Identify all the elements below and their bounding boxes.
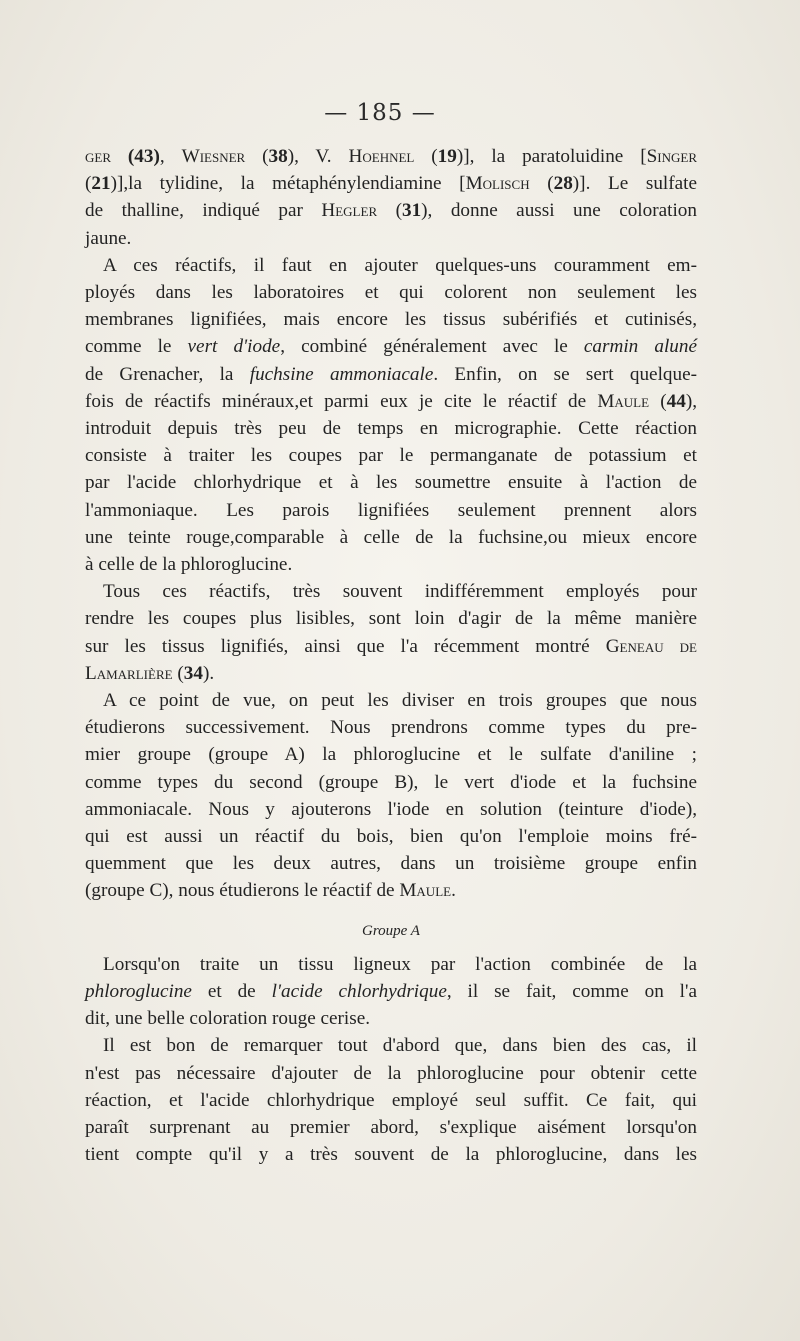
citation-number: (43) bbox=[127, 146, 160, 167]
text-line: une teinte rouge,comparable à celle de la fuchsine,ou mieux encore bbox=[85, 526, 697, 548]
text-line: membranes lignifiées, mais encore les tissus subérifiés et cutinisés, bbox=[85, 309, 697, 331]
text-fragment: sur les tissus lignifiés, ainsi que l'a récemment montré bbox=[85, 635, 606, 657]
author-name: ger bbox=[85, 146, 128, 167]
page-number: — 185 — bbox=[324, 100, 436, 126]
text-line: introduit depuis très peu de temps en micrographie. Cette réaction bbox=[85, 418, 697, 440]
author-name: Wiesner bbox=[181, 146, 246, 167]
reagent-name: phloroglucine bbox=[85, 980, 192, 1002]
text-fragment: de Grenacher, la bbox=[85, 363, 250, 385]
text-fragment: ), bbox=[685, 390, 698, 412]
citation-number: 44 bbox=[666, 390, 686, 412]
text-line: n'est pas nécessaire d'ajouter de la phloroglucine pour obtenir cette bbox=[85, 1062, 697, 1084]
paragraph-2 bbox=[85, 252, 697, 578]
text-fragment: ( bbox=[85, 173, 92, 195]
author-name: Lamarlière bbox=[85, 662, 173, 684]
citation-number: 31 bbox=[401, 200, 422, 222]
text-line: comme types du second (groupe B), le vert d'iode et la fuchsine bbox=[85, 771, 697, 793]
text-fragment: ), V. bbox=[287, 146, 349, 167]
text-line: Il est bon de remarquer tout d'abord que, dans bien des cas, il bbox=[103, 1035, 697, 1057]
text-line: quemment que les deux autres, dans un troisième groupe enfin bbox=[85, 853, 697, 875]
text-line bbox=[85, 633, 697, 660]
text-fragment: )]. Le sulfate bbox=[572, 173, 697, 195]
text-line: Tous ces réactifs, très souvent indifféremment employés pour bbox=[103, 581, 697, 603]
text-fragment: et de bbox=[191, 980, 272, 1002]
author-name: Hegler bbox=[321, 200, 378, 222]
paragraph-1 bbox=[85, 143, 697, 252]
text-fragment: . bbox=[451, 880, 456, 902]
paragraph-3 bbox=[85, 578, 697, 687]
text-fragment: ( bbox=[529, 173, 554, 195]
text-fragment: ( bbox=[172, 662, 184, 684]
text-line: paraît surprenant au premier abord, s'explique aisément lorsqu'on bbox=[85, 1116, 697, 1138]
text-fragment: )], la paratoluidine [ bbox=[456, 146, 647, 167]
author-name: Maule bbox=[399, 880, 452, 902]
text-line: rendre les coupes plus lisibles, sont loin d'agir de la même manière bbox=[85, 608, 697, 630]
text-line bbox=[85, 143, 697, 170]
citation-number: 19 bbox=[437, 146, 457, 167]
text-line bbox=[85, 660, 697, 687]
author-name: Geneau de bbox=[605, 635, 698, 657]
text-line: ammoniacale. Nous y ajouterons l'iode en solution (teinture d'iode), bbox=[85, 798, 697, 820]
text-fragment: ( bbox=[245, 146, 269, 167]
text-line: A ces réactifs, il faut en ajouter quelques-uns couramment em- bbox=[103, 254, 697, 276]
text-line bbox=[85, 361, 697, 388]
citation-number: 34 bbox=[183, 662, 203, 684]
text-line: à celle de la phloroglucine. bbox=[85, 554, 293, 576]
citation-number: 28 bbox=[553, 173, 573, 195]
text-line: A ce point de vue, on peut les diviser en trois groupes que nous bbox=[103, 690, 697, 712]
text-line bbox=[85, 170, 697, 197]
text-line: jaune. bbox=[85, 227, 132, 249]
text-line: tient compte qu'il y a très souvent de la phloroglucine, dans les bbox=[85, 1144, 697, 1166]
body-text bbox=[85, 143, 697, 1168]
reagent-name: carmin aluné bbox=[583, 336, 697, 358]
text-fragment: . Enfin, on se sert quelque- bbox=[433, 363, 697, 385]
text-line: par l'acide chlorhydrique et à les soumettre ensuite à l'action de bbox=[85, 472, 697, 494]
author-name: Molisch bbox=[465, 173, 530, 195]
text-fragment: , il se fait, comme on l'a bbox=[446, 980, 697, 1002]
text-fragment: , bbox=[159, 146, 182, 167]
text-fragment: ( bbox=[377, 200, 402, 222]
text-fragment: )],la tylidine, la métaphénylendiamine [ bbox=[110, 173, 466, 195]
paragraph-4 bbox=[85, 687, 697, 905]
reagent-name: vert d'iode bbox=[187, 336, 281, 358]
section-heading: Groupe A bbox=[362, 922, 420, 939]
text-fragment: ( bbox=[649, 390, 667, 412]
author-name: Maule bbox=[597, 390, 650, 412]
text-fragment: ), donne aussi une coloration bbox=[421, 200, 697, 222]
author-name: Hoehnel bbox=[348, 146, 415, 167]
text-line: Lorsqu'on traite un tissu ligneux par l'action combinée de la bbox=[103, 953, 697, 975]
text-fragment: ). bbox=[202, 662, 215, 684]
text-line bbox=[85, 197, 697, 224]
text-line bbox=[85, 978, 697, 1005]
text-line: étudierons successivement. Nous prendrons comme types du pre- bbox=[85, 717, 697, 739]
text-fragment: ( bbox=[414, 146, 438, 167]
text-line: réaction, et l'acide chlorhydrique employé seul suffit. Ce fait, qui bbox=[85, 1089, 697, 1111]
text-line bbox=[85, 388, 697, 415]
text-line: l'ammoniaque. Les parois lignifiées seulement prennent alors bbox=[85, 499, 697, 521]
text-fragment: , combiné généralement avec le bbox=[280, 336, 584, 358]
citation-number: 38 bbox=[268, 146, 288, 167]
text-fragment: fois de réactifs minéraux,et parmi eux je cite le réactif de bbox=[85, 390, 598, 412]
paragraph-6 bbox=[85, 1032, 697, 1168]
reagent-name: fuchsine ammoniacale bbox=[249, 363, 434, 385]
text-line: dit, une belle coloration rouge cerise. bbox=[85, 1008, 371, 1030]
reagent-name: l'acide chlorhydrique bbox=[271, 980, 447, 1002]
paragraph-5 bbox=[85, 951, 697, 1033]
text-line: consiste à traiter les coupes par le permanganate de potassium et bbox=[85, 445, 697, 467]
text-line: ployés dans les laboratoires et qui colorent non seulement les bbox=[85, 282, 697, 304]
text-line: mier groupe (groupe A) la phloroglucine et le sulfate d'aniline ; bbox=[85, 744, 697, 766]
text-fragment: comme le bbox=[85, 336, 188, 358]
text-fragment: de thalline, indiqué par bbox=[85, 200, 322, 222]
text-line bbox=[85, 333, 697, 360]
author-name: Singer bbox=[646, 146, 698, 167]
text-fragment: (groupe C), nous étudierons le réactif de bbox=[85, 880, 400, 902]
citation-number: 21 bbox=[91, 173, 111, 195]
text-line bbox=[85, 877, 697, 904]
text-line: qui est aussi un réactif du bois, bien qu'on l'emploie moins fré- bbox=[85, 826, 697, 848]
